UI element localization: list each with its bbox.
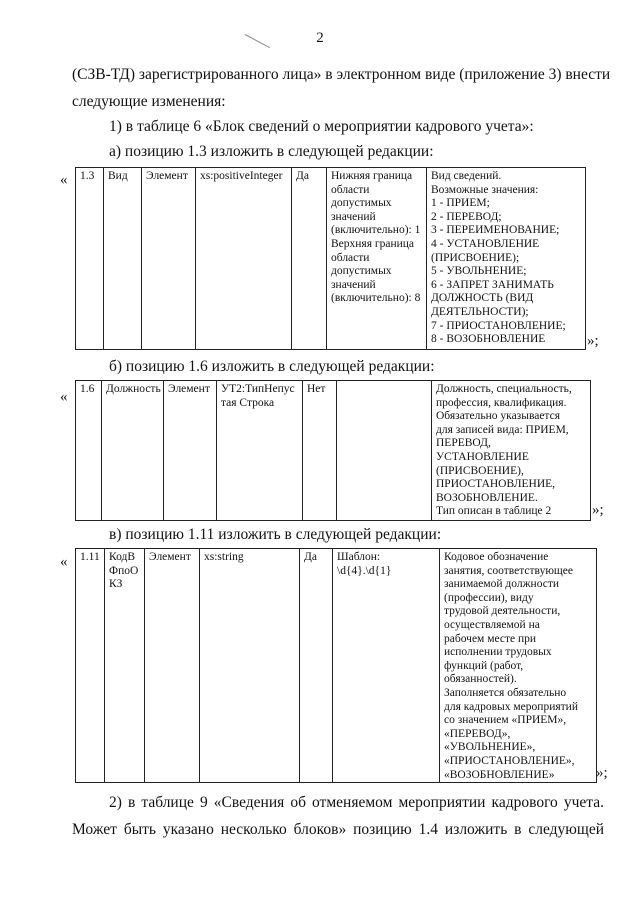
table-position-1-6 — [75, 380, 591, 521]
cell-number: 1.3 — [76, 168, 104, 350]
item-2-line-1: 2) в таблице 9 «Сведения об отменяемом мероприятии кадрового учета. — [109, 794, 604, 811]
cell-required: Нет — [303, 381, 337, 521]
intro-line-1: (СЗВ-ТД) зарегистрированного лица» в электронном виде (приложение 3) внести — [72, 66, 611, 83]
cell-restrictions: Шаблон: \d{4}.\d{1} — [333, 549, 440, 783]
cell-type: Элемент — [145, 549, 200, 783]
cell-number: 1.11 — [76, 549, 105, 783]
cell-type: Элемент — [142, 168, 196, 350]
table-position-1-11 — [75, 548, 597, 783]
cell-name: Должность — [102, 381, 164, 521]
table-row — [76, 549, 597, 783]
cell-required: Да — [300, 549, 333, 783]
intro-line-2: следующие изменения: — [72, 93, 226, 110]
section-b-heading: б) позицию 1.6 изложить в следующей редакции: — [109, 358, 435, 375]
cell-restrictions — [337, 381, 432, 521]
table-position-1-3 — [75, 167, 586, 350]
cell-required: Да — [292, 168, 327, 350]
item-1-heading: 1) в таблице 6 «Блок сведений о мероприятии кадрового учета»: — [109, 118, 534, 135]
open-quote-2: « — [60, 389, 68, 405]
cell-type: Элемент — [164, 381, 217, 521]
table-row — [76, 168, 586, 350]
section-a-heading: а) позицию 1.3 изложить в следующей редакции: — [109, 143, 434, 160]
page-number: 2 — [316, 30, 324, 46]
table-row — [76, 381, 591, 521]
cell-number: 1.6 — [76, 381, 102, 521]
cell-description: Вид сведений. Возможные значения: 1 - ПРИЕМ; 2 - ПЕРЕВОД; 3 - ПЕРЕИМЕНОВАНИЕ; 4 - УСТАНОВЛЕНИЕ (ПРИСВОЕНИЕ); 5 - УВОЛЬНЕНИЕ; 6 - ЗАПРЕТ ЗАНИМАТЬ ДОЛЖНОСТЬ (ВИД ДЕЯТЕЛЬНОСТИ); 7 - ПРИОСТАНОВЛЕНИЕ; 8 - ВОЗОБНОВЛЕНИЕ — [427, 168, 586, 350]
open-quote-1: « — [60, 172, 68, 188]
close-quote-3: »; — [596, 765, 608, 781]
cell-restrictions: Нижняя граница области допустимых значений (включительно): 1 Верхняя граница области допустимых значений (включительно): 8 — [327, 168, 427, 350]
cell-datatype: УТ2:ТипНепус тая Строка — [217, 381, 303, 521]
cell-name: Вид — [104, 168, 142, 350]
item-2-line-2: Может быть указано несколько блоков» позицию 1.4 изложить в следующей — [72, 821, 604, 838]
section-c-heading: в) позицию 1.11 изложить в следующей редакции: — [109, 526, 442, 543]
cell-name: КодВ ФпоО КЗ — [105, 549, 145, 783]
open-quote-3: « — [60, 554, 68, 570]
cell-datatype: xs:string — [200, 549, 300, 783]
close-quote-1: »; — [587, 333, 599, 349]
cell-description: Должность, специальность, профессия, квалификация. Обязательно указывается для записей вида: ПРИЕМ, ПЕРЕВОД, УСТАНОВЛЕНИЕ (ПРИСВОЕНИЕ), ПРИОСТАНОВЛЕНИЕ, ВОЗОБНОВЛЕНИЕ. Тип описан в таблице 2 — [432, 381, 591, 521]
cell-datatype: xs:positiveInteger — [196, 168, 292, 350]
cell-description: Кодовое обозначение занятия, соответствующее занимаемой должности (профессии), виду трудовой деятельности, осуществляемой на рабочем месте при исполнении трудовых функций (работ, обязанностей). Заполняется обязательно для кадровых мероприятий со значением «ПРИЕМ», «ПЕРЕВОД», «УВОЛЬНЕНИЕ», «ПРИОСТАНОВЛЕНИЕ», «ВОЗОБНОВЛЕНИЕ» — [440, 549, 597, 783]
close-quote-2: »; — [592, 502, 604, 518]
